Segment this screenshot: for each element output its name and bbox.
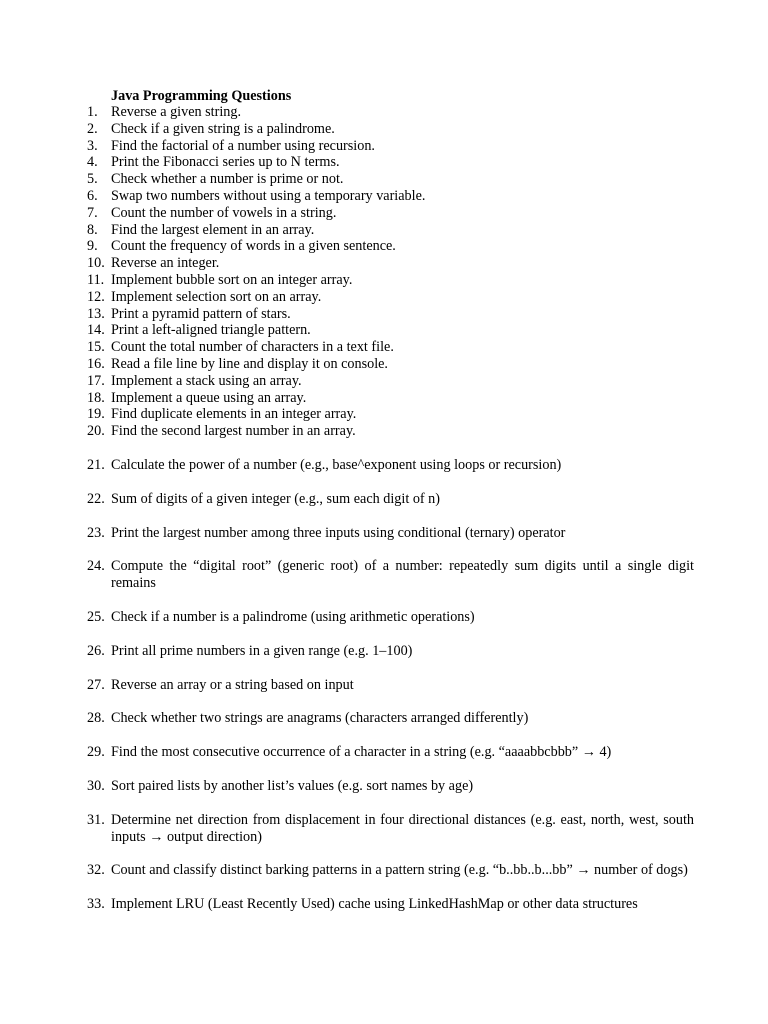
question-text: Find the factorial of a number using recursion. — [111, 137, 375, 154]
list-item — [87, 138, 694, 155]
question-text: Sort paired lists by another list’s values (e.g. sort names by age) — [111, 777, 474, 794]
list-item — [87, 491, 694, 508]
list-item — [87, 457, 694, 474]
question-number: 2. — [87, 120, 98, 137]
question-number: 17. — [87, 372, 105, 389]
question-text: Print the largest number among three inputs using conditional (ternary) operator — [111, 524, 566, 541]
question-number: 5. — [87, 171, 98, 188]
question-text: Calculate the power of a number (e.g., base^exponent using loops or recursion) — [111, 456, 562, 473]
question-number: 18. — [87, 389, 105, 406]
list-item — [87, 896, 694, 913]
question-text: Implement a queue using an array. — [111, 389, 307, 406]
question-number: 20. — [87, 423, 105, 440]
question-text: Reverse an array or a string based on input — [111, 676, 354, 693]
question-text: Print all prime numbers in a given range (e.g. 1–100) — [111, 642, 413, 659]
question-text: Determine net direction from displacement in four directional distances (e.g. east, north, west, south inputs → output direction) — [111, 811, 694, 845]
question-text: Find duplicate elements in an integer array. — [111, 406, 357, 423]
list-item — [87, 306, 694, 323]
list-item — [87, 222, 694, 239]
question-text: Implement a stack using an array. — [111, 372, 302, 389]
question-number: 24. — [87, 558, 105, 575]
question-number: 12. — [87, 288, 105, 305]
question-number: 3. — [87, 137, 98, 154]
question-number: 1. — [87, 104, 98, 120]
question-text: Count and classify distinct barking patterns in a pattern string (e.g. “b..bb..b...bb” → number of dogs) — [111, 862, 688, 879]
question-number: 32. — [87, 862, 105, 879]
question-text: Read a file line by line and display it on console. — [111, 355, 388, 372]
list-item — [87, 390, 694, 407]
list-item — [87, 525, 694, 542]
question-number: 4. — [87, 154, 98, 171]
list-item — [87, 744, 694, 761]
question-text: Count the number of vowels in a string. — [111, 204, 337, 221]
question-number: 26. — [87, 642, 105, 659]
question-number: 27. — [87, 676, 105, 693]
question-text: Check if a number is a palindrome (using arithmetic operations) — [111, 608, 475, 625]
question-number: 11. — [87, 271, 105, 288]
question-number: 30. — [87, 777, 105, 794]
list-item — [87, 104, 694, 121]
question-text: Print the Fibonacci series up to N terms. — [111, 154, 340, 171]
question-text: Find the largest element in an array. — [111, 221, 315, 238]
list-item — [87, 205, 694, 222]
document-title: Java Programming Questions — [111, 88, 292, 104]
question-number: 29. — [87, 744, 105, 761]
question-number: 19. — [87, 406, 105, 423]
question-number: 33. — [87, 896, 105, 913]
list-item — [87, 812, 694, 846]
list-item — [87, 272, 694, 289]
list-item — [87, 558, 694, 592]
question-number: 22. — [87, 490, 105, 507]
question-text: Reverse a given string. — [111, 104, 242, 120]
question-number: 7. — [87, 204, 98, 221]
list-item — [87, 710, 694, 727]
list-item — [87, 862, 694, 879]
list-item — [87, 406, 694, 423]
question-number: 8. — [87, 221, 98, 238]
question-text: Find the most consecutive occurrence of a character in a string (e.g. “aaaabbcbbb” → 4) — [111, 744, 612, 761]
question-text: Print a pyramid pattern of stars. — [111, 305, 291, 322]
list-item — [87, 373, 694, 390]
question-number: 14. — [87, 322, 105, 339]
question-text: Reverse an integer. — [111, 255, 220, 272]
question-text: Swap two numbers without using a temporary variable. — [111, 187, 426, 204]
list-item — [87, 356, 694, 373]
question-number: 31. — [87, 811, 105, 828]
question-number: 13. — [87, 305, 105, 322]
question-text: Count the frequency of words in a given sentence. — [111, 238, 396, 255]
question-text: Sum of digits of a given integer (e.g., sum each digit of n) — [111, 490, 441, 507]
question-number: 9. — [87, 238, 98, 255]
list-item — [87, 238, 694, 255]
list-item — [87, 171, 694, 188]
question-text: Implement bubble sort on an integer array. — [111, 271, 353, 288]
question-number: 28. — [87, 710, 105, 727]
question-text: Find the second largest number in an array. — [111, 423, 356, 440]
question-text: Count the total number of characters in a text file. — [111, 339, 394, 356]
question-number: 23. — [87, 524, 105, 541]
list-item — [87, 677, 694, 694]
list-item — [87, 322, 694, 339]
list-item — [87, 121, 694, 138]
question-text: Check whether a number is prime or not. — [111, 171, 344, 188]
question-number: 21. — [87, 456, 105, 473]
question-number: 6. — [87, 187, 98, 204]
question-number: 10. — [87, 255, 105, 272]
list-item — [87, 609, 694, 626]
list-item — [87, 188, 694, 205]
question-text: Check whether two strings are anagrams (characters arranged differently) — [111, 710, 529, 727]
list-item — [87, 778, 694, 795]
list-item — [87, 255, 694, 272]
question-text: Print a left-aligned triangle pattern. — [111, 322, 311, 339]
question-list — [87, 104, 694, 913]
list-item — [87, 643, 694, 660]
question-number: 15. — [87, 339, 105, 356]
list-item — [87, 423, 694, 440]
question-text: Implement selection sort on an array. — [111, 288, 322, 305]
list-item — [87, 339, 694, 356]
question-text: Implement LRU (Least Recently Used) cache using LinkedHashMap or other data structures — [111, 896, 638, 913]
question-number: 16. — [87, 355, 105, 372]
list-item — [87, 154, 694, 171]
list-item — [87, 289, 694, 306]
question-number: 25. — [87, 608, 105, 625]
question-text: Compute the “digital root” (generic root) of a number: repeatedly sum digits until a single digit remains — [111, 558, 694, 592]
question-text: Check if a given string is a palindrome. — [111, 120, 335, 137]
